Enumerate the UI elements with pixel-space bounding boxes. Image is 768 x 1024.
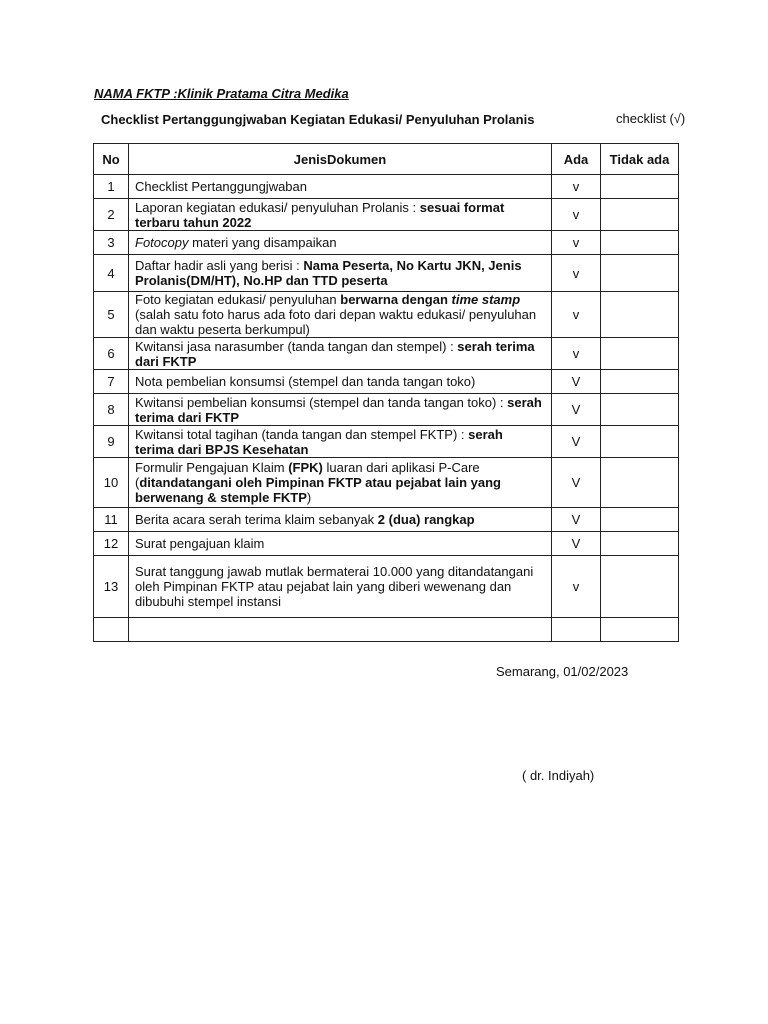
checklist-note: checklist (√) — [616, 111, 686, 126]
table-row — [94, 458, 679, 508]
row-number: 9 — [94, 426, 129, 458]
ada-checkmark: V — [552, 532, 601, 556]
document-text-segment: sesuai format terbaru tahun 2022 — [135, 199, 505, 230]
tidak-ada-cell — [601, 458, 679, 508]
row-number: 13 — [94, 556, 129, 618]
tidak-ada-cell — [601, 532, 679, 556]
tidak-ada-cell — [601, 426, 679, 458]
ada-checkmark: V — [552, 458, 601, 508]
row-number: 3 — [94, 231, 129, 255]
header-no: No — [94, 144, 129, 175]
ada-checkmark: V — [552, 394, 601, 426]
tidak-ada-cell — [601, 556, 679, 618]
row-number: 7 — [94, 370, 129, 394]
tidak-ada-cell — [601, 292, 679, 338]
document-name — [129, 458, 552, 508]
document-name — [129, 556, 552, 618]
document-text-segment: luaran dari aplikasi P-Care ( — [135, 460, 480, 490]
row-number — [94, 618, 129, 642]
document-name — [129, 618, 552, 642]
row-number: 11 — [94, 508, 129, 532]
row-number: 10 — [94, 458, 129, 508]
ada-checkmark: v — [552, 175, 601, 199]
table-row — [94, 394, 679, 426]
ada-checkmark: v — [552, 199, 601, 231]
document-name — [129, 426, 552, 458]
document-name — [129, 175, 552, 199]
document-text-segment: (salah satu foto harus ada foto dari depan waktu edukasi/ penyuluhan dan waktu peserta berkumpul) — [135, 307, 537, 337]
ada-checkmark: v — [552, 556, 601, 618]
ada-checkmark: v — [552, 292, 601, 338]
ada-checkmark: V — [552, 508, 601, 532]
tidak-ada-cell — [601, 199, 679, 231]
table-row — [94, 532, 679, 556]
header-document-type: JenisDokumen — [129, 144, 552, 175]
table-row — [94, 556, 679, 618]
document-text-segment: Kwitansi jasa narasumber (tanda tangan dan stempel) : — [135, 338, 458, 354]
document-text-segment: ditandatangani oleh Pimpinan FKTP atau pejabat lain yang berwenang & stemple FKTP — [135, 475, 501, 505]
row-number: 1 — [94, 175, 129, 199]
ada-checkmark — [552, 618, 601, 642]
header-ada: Ada — [552, 144, 601, 175]
document-name — [129, 370, 552, 394]
signer-name: ( dr. Indiyah) — [522, 768, 595, 783]
document-text-segment: Laporan kegiatan edukasi/ penyuluhan Prolanis : — [135, 199, 420, 215]
tidak-ada-cell — [601, 370, 679, 394]
row-number: 6 — [94, 338, 129, 370]
table-row — [94, 508, 679, 532]
document-text-segment: 2 (dua) rangkap — [377, 512, 475, 527]
document-text-segment: Berita acara serah terima klaim sebanyak — [135, 512, 378, 527]
tidak-ada-cell — [601, 231, 679, 255]
document-text-segment: Fotocopy — [135, 235, 189, 250]
ada-checkmark: v — [552, 255, 601, 292]
tidak-ada-cell — [601, 618, 679, 642]
row-number: 8 — [94, 394, 129, 426]
row-number: 5 — [94, 292, 129, 338]
document-name — [129, 338, 552, 370]
document-text-segment: Foto kegiatan edukasi/ penyuluhan — [135, 292, 341, 307]
document-text-segment: Formulir Pengajuan Klaim — [135, 460, 289, 475]
document-text-segment: berwarna dengan — [340, 292, 452, 307]
table-row — [94, 255, 679, 292]
ada-checkmark: v — [552, 338, 601, 370]
header-row — [94, 144, 679, 175]
table-row — [94, 175, 679, 199]
table-body — [94, 175, 679, 642]
document-text-segment: serah terima dari BPJS Kesehatan — [135, 426, 503, 457]
document-text-segment: Surat tanggung jawab mutlak bermaterai 10.000 yang ditandatangani oleh Pimpinan FKTP atau pejabat lain yang diberi wewenang dan dibubuhi stempel instansi — [135, 564, 534, 609]
document-text-segment: serah terima dari FKTP — [135, 338, 535, 369]
document-name — [129, 231, 552, 255]
tidak-ada-cell — [601, 255, 679, 292]
row-number: 4 — [94, 255, 129, 292]
tidak-ada-cell — [601, 394, 679, 426]
fktp-name: NAMA FKTP :Klinik Pratama Citra Medika — [94, 86, 349, 101]
checklist-table — [93, 143, 679, 642]
document-name — [129, 292, 552, 338]
row-number: 12 — [94, 532, 129, 556]
document-text-segment: Surat pengajuan klaim — [135, 536, 265, 551]
document-text-segment: Nota pembelian konsumsi (stempel dan tanda tangan toko) — [135, 374, 476, 389]
table-row — [94, 292, 679, 338]
header-tidak-ada: Tidak ada — [601, 144, 679, 175]
table-row — [94, 426, 679, 458]
table-row — [94, 370, 679, 394]
document-text-segment: time stamp — [451, 292, 521, 307]
document-name — [129, 199, 552, 231]
ada-checkmark: V — [552, 370, 601, 394]
document-title: Checklist Pertanggungjwaban Kegiatan Edukasi/ Penyuluhan Prolanis — [101, 112, 535, 127]
tidak-ada-cell — [601, 508, 679, 532]
ada-checkmark: v — [552, 231, 601, 255]
document-text-segment: Kwitansi pembelian konsumsi (stempel dan tanda tangan toko) : — [135, 394, 508, 410]
table-row — [94, 231, 679, 255]
place-date: Semarang, 01/02/2023 — [496, 664, 629, 679]
document-text-segment: Checklist Pertanggungjwaban — [135, 179, 307, 194]
document-text-segment: materi yang disampaikan — [188, 235, 337, 250]
document-text-segment: Nama Peserta, No Kartu JKN, Jenis Prolanis(DM/HT), No.HP dan TTD peserta — [135, 258, 522, 288]
document-text-segment: serah terima dari FKTP — [135, 394, 542, 425]
document-name — [129, 394, 552, 426]
document-name — [129, 508, 552, 532]
tidak-ada-cell — [601, 175, 679, 199]
document-text-segment: (FPK) — [288, 460, 323, 475]
table-row — [94, 618, 679, 642]
document-text-segment: Daftar hadir asli yang berisi : — [135, 258, 304, 273]
table-row — [94, 338, 679, 370]
document-text-segment: Kwitansi total tagihan (tanda tangan dan stempel FKTP) : — [135, 426, 469, 442]
document-text-segment: ) — [306, 490, 312, 505]
document-name — [129, 532, 552, 556]
table-row — [94, 199, 679, 231]
tidak-ada-cell — [601, 338, 679, 370]
ada-checkmark: V — [552, 426, 601, 458]
document-name — [129, 255, 552, 292]
row-number: 2 — [94, 199, 129, 231]
